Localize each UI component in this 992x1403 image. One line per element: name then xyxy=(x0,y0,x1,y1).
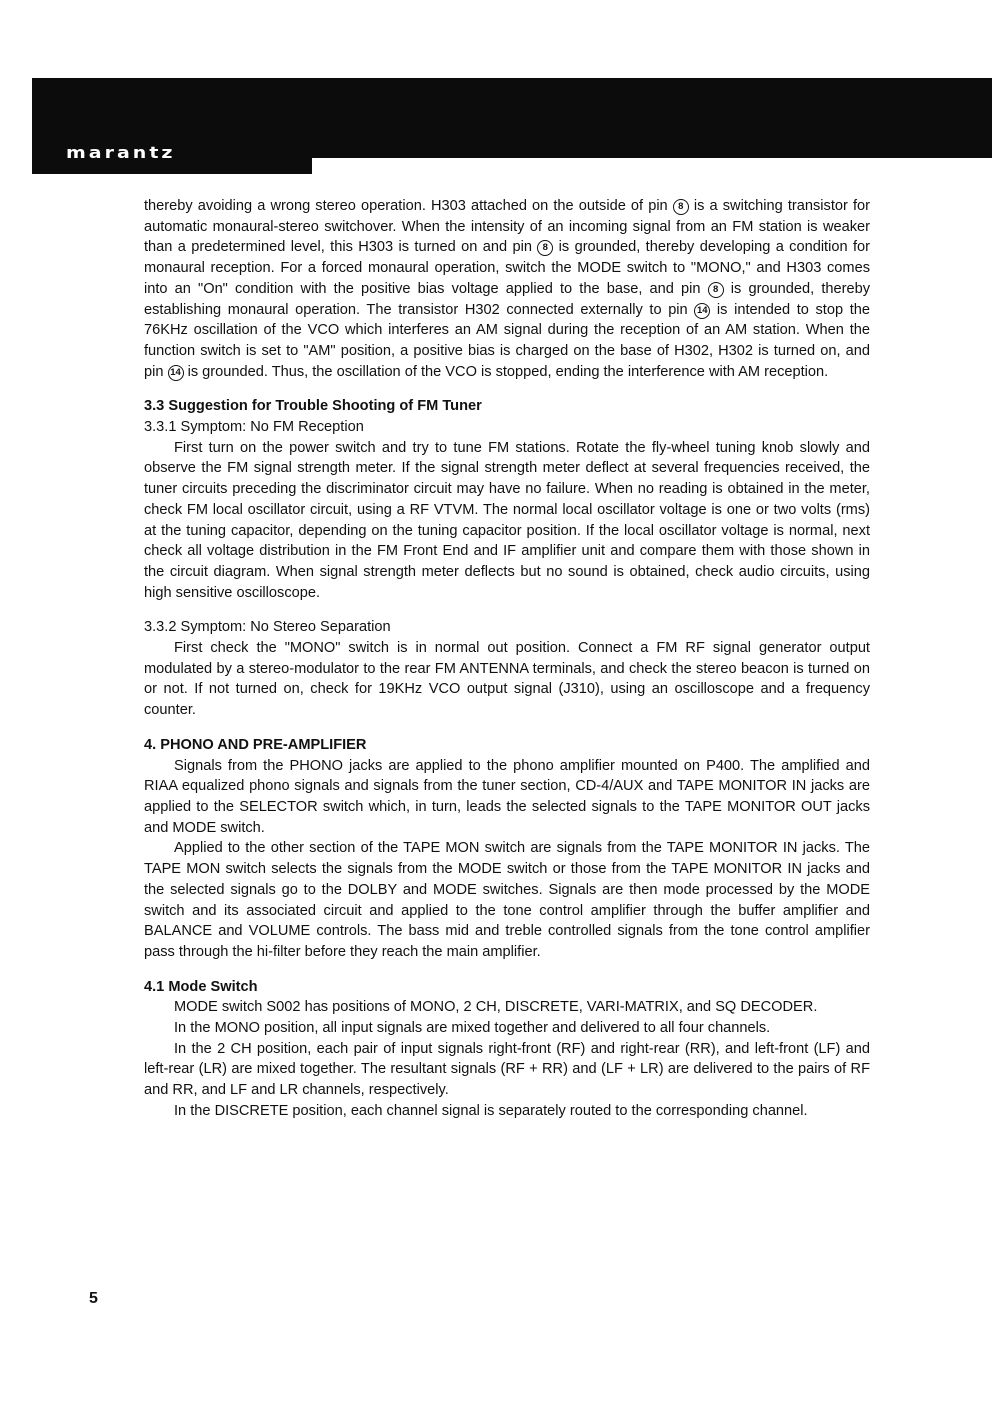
section-4-1-paragraph-3: In the 2 CH position, each pair of input signals right-front (RF) and right-rear (RR), and left-front (LF) and left-rear (LR) are mixed together. The resultant signals (RF + RR) and (LF + LR) are delivered to the pairs of RF and RR, and LF and LR channels, respectively. xyxy=(144,1040,870,1099)
section-3-3-heading: 3.3 Suggestion for Trouble Shooting of FM Tuner xyxy=(144,398,482,415)
section-3-3-1-heading: 3.3.1 Symptom: No FM Reception xyxy=(144,419,364,436)
intro-paragraph: thereby avoiding a wrong stereo operation. H303 attached on the outside of pin 8 is a switching transistor for automatic monaural-stereo switchover. When the intensity of an incoming signal from an FM station is weaker than a predetermined level, this H303 is turned on and pin 8 is grounded, thereby developing a condition for monaural reception. For a forced monaural operation, switch the MODE switch to "MONO," and H303 comes into an "On" condition with the positive bias voltage applied to the base, and pin 8 is grounded, thereby establishing monaural operation. The transistor H302 connected externally to pin 14 is intended to stop the 76KHz oscillation of the VCO which interferes an AM signal during the reception of an AM station. When the function switch is set to "AM" position, a positive bias is charged on the base of H302, H302 is turned on, and pin 14 is grounded. Thus, the oscillation of the VCO is stopped, ending the interference with AM reception. xyxy=(144,198,871,380)
section-3-3-2-heading: 3.3.2 Symptom: No Stereo Separation xyxy=(144,619,391,636)
section-4-1-paragraph-2: In the MONO position, all input signals are mixed together and delivered to all four channels. xyxy=(174,1020,771,1037)
banner-notch xyxy=(312,158,992,174)
section-4-paragraph-1: Signals from the PHONO jacks are applied to the phono amplifier mounted on P400. The amplified and RIAA equalized phono signals and signals from the tuner section, CD-4/AUX and TAPE MONITOR IN jacks are applied to the SELECTOR switch which, in turn, leads the selected signals to the TAPE MONITOR OUT jacks and MODE switch. xyxy=(144,757,870,836)
brand-logo: marantz xyxy=(66,143,176,163)
section-3-3-2-text: First check the "MONO" switch is in normal out position. Connect a FM RF signal generator output modulated by a stereo-modulator to the rear FM ANTENNA terminals, and check the stereo beacon is turned on or not. If not turned on, check for 19KHz VCO output signal (J310), using an oscilloscope and a frequency counter. xyxy=(144,640,870,719)
page-number: 5 xyxy=(89,1290,98,1307)
section-3-3-1-text: First turn on the power switch and try to tune FM stations. Rotate the fly-wheel tuning knob slowly and observe the FM signal strength meter. If the signal strength meter deflect at several frequencies received, the tuner circuits preceding the discriminator circuit may have no failure. When no reading is obtained in the meter, check FM local oscillator circuit, using a RF VTVM. The normal local oscillator voltage is one or two volts (rms) at the tuning capacitor, depending on the tuning capacitor position. If the local oscillator voltage is normal, next check all voltage distribution in the FM Front End and IF amplifier unit and compare them with those shown in the circuit diagram. When signal strength meter deflects but no sound is obtained, check audio circuits, using high sensitive oscilloscope. xyxy=(144,439,870,601)
section-4-1-heading: 4.1 Mode Switch xyxy=(144,978,258,995)
header-banner xyxy=(32,78,992,174)
document-body xyxy=(144,196,870,1122)
section-4-paragraph-2: Applied to the other section of the TAPE MON switch are signals from the TAPE MONITOR IN jacks. The TAPE MON switch selects the signals from the MODE switch or those from the TAPE MONITOR IN jacks and the selected signals go to the DOLBY and MODE switches. Signals are then mode processed by the MODE switch and its associated circuit and applied to the tone control amplifier through the buffer amplifier and BALANCE and VOLUME controls. The bass mid and treble controlled signals from the tone control amplifier pass through the hi-filter before they reach the main amplifier. xyxy=(144,840,870,960)
section-4-heading: 4. PHONO AND PRE-AMPLIFIER xyxy=(144,736,367,753)
section-4-1-paragraph-1: MODE switch S002 has positions of MONO, 2 CH, DISCRETE, VARI-MATRIX, and SQ DECODER. xyxy=(174,999,818,1016)
section-4-1-paragraph-4: In the DISCRETE position, each channel signal is separately routed to the corresponding channel. xyxy=(174,1102,808,1119)
